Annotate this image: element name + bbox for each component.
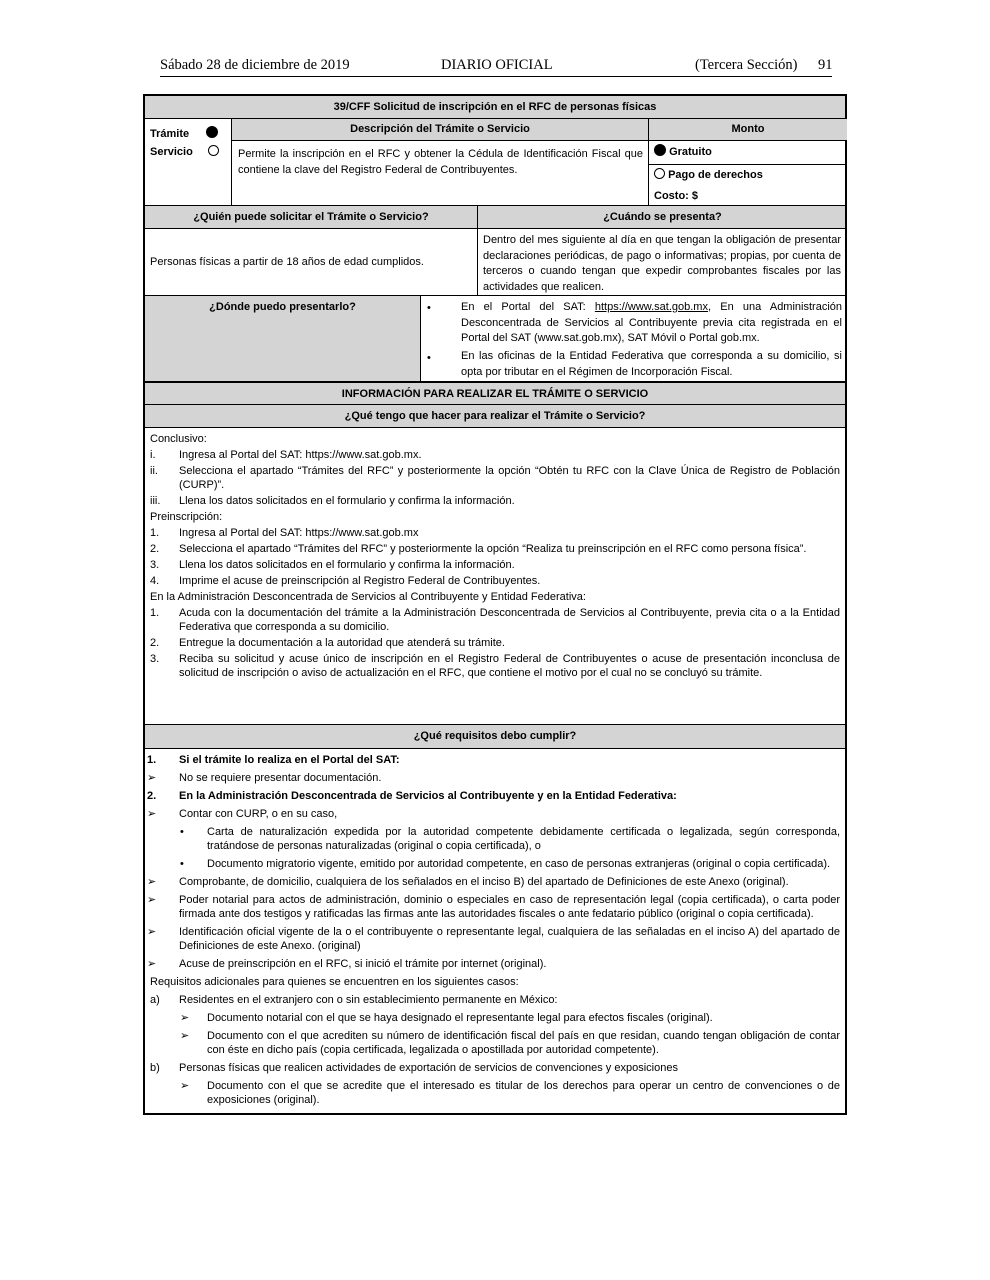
pago-derechos-label: Pago de derechos: [668, 169, 763, 181]
cuando-text: Dentro del mes siguiente al día en que tengan la obligación de presentar declaraciones periódicas, de pago o informativas; propias, por cuenta de terceros o cuando tengan que expedir comprobantes fiscales por las actividades que realicen.: [483, 234, 841, 293]
requisitos-header: ¿Qué requisitos debo cumplir?: [145, 725, 845, 749]
servicio-label: Servicio: [150, 146, 193, 158]
list-item: 1. Ingresa al Portal del SAT: https://www.sat.gob.mx: [150, 527, 419, 539]
header-section: (Tercera Sección): [695, 57, 798, 73]
list-item: 1. Acuda con la documentación del trámite a la Administración Desconcentrada de Servicios al Contribuyente, previa cita o a la Entidad Federativa que corresponda a su domicilio.: [150, 607, 840, 633]
donde-bullet-1-icon: •: [427, 302, 431, 314]
quien-cuando-row: [145, 229, 845, 296]
que-hacer-content: [145, 428, 845, 725]
list-item: ➢ Identificación oficial vigente de la o el contribuyente o representante legal, cualquiera de las señaladas en el inciso A) del apartado de Definiciones de este Anexo. (original): [147, 926, 840, 952]
gratuito-option[interactable]: [654, 144, 712, 159]
donde-row: [145, 296, 845, 382]
header-publication: DIARIO OFICIAL: [441, 57, 553, 73]
list-item: 3. Reciba su solicitud y acuse único de inscripción en el Registro Federal de Contribuyentes o acuse de presentación inconclusa de solicitud de inscripción o aviso de actualización en el RFC, que contiene el motivo por el cual no se concluyó su trámite.: [150, 653, 840, 679]
monto-header: Monto: [649, 119, 847, 141]
list-item: 3. Llena los datos solicitados en el formulario y confirma la información.: [150, 559, 515, 571]
quien-text: Personas físicas a partir de 18 años de edad cumplidos.: [150, 256, 424, 268]
tramite-label: Trámite: [150, 128, 190, 140]
list-item: b) Personas físicas que realicen actividades de exportación de servicios de convenciones y exposiciones: [150, 1062, 678, 1074]
header-rule: [160, 76, 832, 77]
list-item: iii. Llena los datos solicitados en el formulario y confirma la información.: [150, 495, 515, 507]
header-date: Sábado 28 de diciembre de 2019: [160, 57, 350, 73]
adsc-label: En la Administración Desconcentrada de Servicios al Contribuyente y Entidad Federativa:: [150, 591, 586, 603]
arrow-bullet-icon: ➢: [180, 1080, 190, 1092]
servicio-radio-empty-icon: [208, 145, 219, 156]
requisitos-content: [145, 749, 845, 1113]
page-header: [160, 57, 832, 77]
list-item: 2. En la Administración Desconcentrada de Servicios al Contribuyente y en la Entidad Federativa:: [147, 790, 677, 802]
list-item: 2. Entregue la documentación a la autoridad que atenderá su trámite.: [150, 637, 505, 649]
list-item: ➢ No se requiere presentar documentación.: [147, 772, 382, 784]
arrow-bullet-icon: ➢: [147, 772, 157, 784]
list-item: ➢ Poder notarial para actos de administración, dominio o especiales en caso de representación legal (copia certificada), o carta poder firmada ante dos testigos y ratificadas las firmas ante las autoridades fiscales o ante fedatario público (original o copia certificada).: [147, 894, 840, 920]
arrow-bullet-icon: ➢: [147, 926, 157, 938]
bullet-icon: •: [180, 826, 184, 838]
list-item: ➢ Comprobante, de domicilio, cualquiera de los señalados en el inciso B) del apartado de Definiciones de este Anexo (original).: [147, 876, 789, 888]
conclusivo-label: Conclusivo:: [150, 433, 207, 445]
list-item: i. Ingresa al Portal del SAT: https://www.sat.gob.mx.: [150, 449, 422, 461]
arrow-bullet-icon: ➢: [147, 808, 157, 820]
list-item: ➢ Contar con CURP, o en su caso,: [147, 808, 338, 820]
sat-portal-link[interactable]: https://www.sat.gob.mx: [594, 301, 708, 313]
arrow-bullet-icon: ➢: [180, 1030, 190, 1042]
donde-item-2: En las oficinas de la Entidad Federativa que corresponda a su domicilio, si opta por tributar en el Régimen de Incorporación Fiscal.: [461, 350, 842, 378]
arrow-bullet-icon: ➢: [147, 876, 157, 888]
form-title: 39/CFF Solicitud de inscripción en el RFC de personas físicas: [145, 96, 845, 119]
costo-label: Costo: $: [654, 190, 698, 202]
list-item: ii. Selecciona el apartado “Trámites del RFC” y posteriormente la opción “Obtén tu RFC con la Clave Única de Registro de Población (CURP)”.: [150, 465, 840, 491]
servicio-option[interactable]: [150, 145, 219, 159]
list-item: • Carta de naturalización expedida por la autoridad competente debidamente certificada o legalizada, según corresponda, tratándose de personas naturalizadas (original o copia certificada), o: [180, 826, 840, 852]
cuando-header: ¿Cuándo se presenta?: [603, 211, 722, 223]
list-item: 1. Si el trámite lo realiza en el Portal del SAT:: [147, 754, 400, 766]
tramite-radio-filled-icon: [206, 126, 218, 138]
form-table: [143, 94, 847, 1115]
descripcion-text: Permite la inscripción en el RFC y obtener la Cédula de Identificación Fiscal que contiene la clave del Registro Federal de Contribuyentes.: [238, 148, 643, 176]
list-item: • Documento migratorio vigente, emitido por autoridad competente, en caso de personas extranjeras (original o copia certificada).: [180, 858, 831, 870]
list-item: ➢ Documento con el que acrediten su número de identificación fiscal del país en que residan, cuando tengan obligación de contar con éste en dicho país (copia certificada, legalizada o apostillada por autoridad competente).: [180, 1030, 840, 1056]
list-item: a) Residentes en el extranjero con o sin establecimiento permanente en México:: [150, 994, 558, 1006]
pago-derechos-option[interactable]: [654, 168, 763, 182]
preinscripcion-label: Preinscripción:: [150, 511, 223, 523]
tramite-row: [145, 119, 845, 206]
pago-radio-empty-icon: [654, 168, 665, 179]
donde-item-1: En el Portal del SAT: https://www.sat.gob.mx, En una Administración Desconcentrada de Servicios al Contribuyente previa cita registrada en el Portal del SAT (www.sat.gob.mx), SAT Móvil o Portal gob.mx.: [461, 301, 842, 344]
bullet-icon: •: [180, 858, 184, 870]
que-hacer-header: ¿Qué tengo que hacer para realizar el Trámite o Servicio?: [145, 405, 845, 428]
list-item: ➢ Documento con el que se acredite que el interesado es titular de los derechos para operar un centro de convenciones o de exposiciones (original).: [180, 1080, 840, 1106]
gratuito-radio-filled-icon: [654, 144, 666, 156]
descripcion-header: Descripción del Trámite o Servicio: [232, 119, 648, 141]
list-item: ➢ Documento notarial con el que se haya designado el representante legal para efectos fiscales (original).: [180, 1012, 713, 1024]
arrow-bullet-icon: ➢: [147, 958, 157, 970]
donde-bullet-2-icon: •: [427, 352, 431, 364]
list-item: ➢ Acuse de preinscripción en el RFC, si inició el trámite por internet (original).: [147, 958, 547, 970]
arrow-bullet-icon: ➢: [180, 1012, 190, 1024]
quien-header: ¿Quién puede solicitar el Trámite o Servicio?: [193, 211, 429, 223]
info-header: INFORMACIÓN PARA REALIZAR EL TRÁMITE O SERVICIO: [145, 382, 845, 405]
arrow-bullet-icon: ➢: [147, 894, 157, 906]
tramite-option[interactable]: [150, 126, 218, 141]
donde-header: ¿Dónde puedo presentarlo?: [209, 301, 356, 313]
header-page-number: 91: [818, 57, 833, 73]
adicionales-label: Requisitos adicionales para quienes se encuentren en los siguientes casos:: [150, 976, 519, 988]
list-item: 4. Imprime el acuse de preinscripción al Registro Federal de Contribuyentes.: [150, 575, 541, 587]
list-item: 2. Selecciona el apartado “Trámites del RFC” y posteriormente la opción “Realiza tu preinscripción en el RFC como persona física”.: [150, 543, 807, 555]
gratuito-label: Gratuito: [669, 146, 712, 158]
quien-cuando-header-row: [145, 206, 845, 229]
